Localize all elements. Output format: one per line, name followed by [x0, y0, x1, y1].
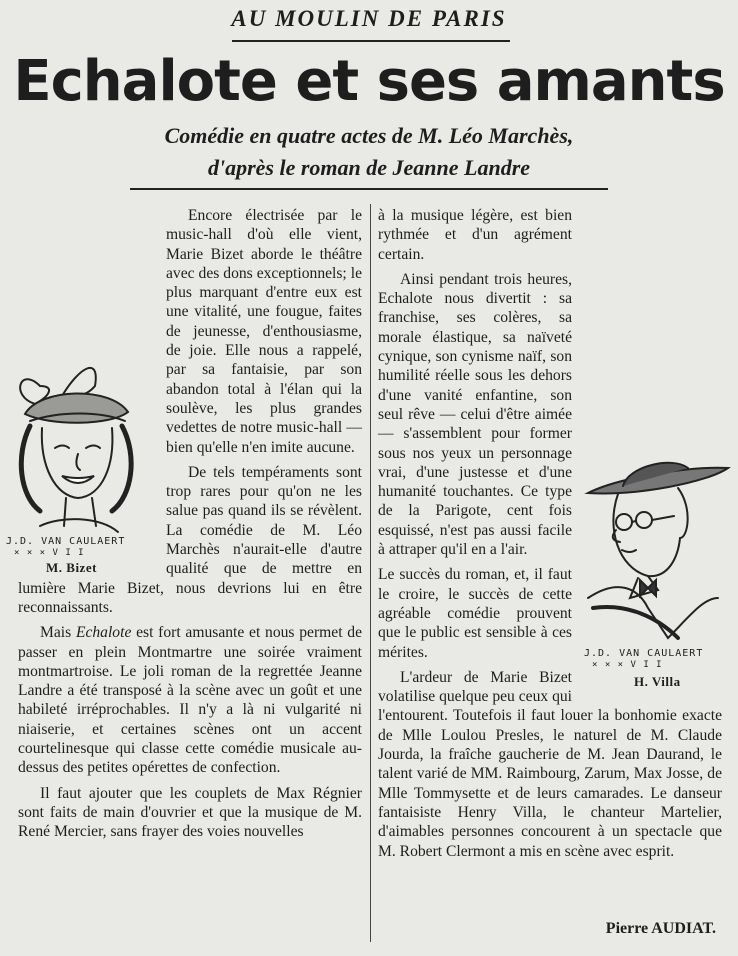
article-headline: Echalote et ses amants	[13, 49, 725, 114]
paragraph: Il faut ajouter que les couplets de Max Régnier sont faits de main d'ouvrier et que la musique de M. René Mercier, sans frayer des voies nouvelles	[18, 784, 362, 841]
subtitle-line-1: Comédie en quatre actes de M. Léo Marchès,	[164, 123, 574, 148]
theatre-kicker: AU MOULIN DE PARIS	[231, 6, 507, 31]
signature-date-left: × × × V I I	[14, 548, 85, 558]
paragraph: Le succès du roman, et, il faut le croire, le succès de cette agréable comédie prouvent que le public est sensible à ces mérites.	[378, 566, 572, 661]
signature-right: J.D. VAN CAULAERT	[584, 648, 704, 659]
article-column-2	[378, 206, 722, 867]
subtitle-line-2: d'après le roman de Jeanne Landre	[207, 155, 531, 180]
caption-villa: H. Villa	[634, 674, 681, 689]
portrait-villa-drawing	[578, 438, 738, 658]
paragraph: L'ardeur de Marie Bizet volatilise quelque peu ceux qui l'entourent. Toutefois il faut louer la bonhomie exacte de Mlle Loulou Presles, le naturel de M. Claude Jourda, la fraîche gaucherie de M. Jean Daurand, le talent varié de MM. Raimbourg, Zarum, Max Josse, de Mlle Tommysette et de leurs camarades. Le danseur fantaisiste Henry Villa, le chanteur Martelier, d'aimables personnes concourent à un spectacle que M. Robert Clermont a mis en scène avec esprit.	[378, 668, 722, 860]
article-subtitle	[0, 120, 738, 184]
paragraph: Encore électrisée par le music-hall d'où elle vient, Marie Bizet aborde le théâtre avec des dons exceptionnels; le plus marquant d'entre eux est une vitalité, une fougue, faites de jeunesse, d'enthousiasme, de joie. Elle nous a rappelé, par sa fantaisie, par son abandon total à l'élan qui la soulève, les plus grandes vedettes de notre music-hall — bien qu'elle n'en imite aucune.	[166, 207, 362, 456]
column-divider	[370, 204, 371, 942]
author-byline: Pierre AUDIAT.	[605, 920, 716, 937]
kicker-rule	[232, 40, 510, 42]
paragraph: Mais Echalote est fort amusante et nous permet de passer en plein Montmartre une soirée vraiment montmartroise. Le joli roman de la regrettée Jeanne Landre a été transposé à la scène avec un goût et une habileté irréprochables. Il n'y a là ni vulgarité ni niaiserie, et certaines scènes ont un accent courtelinesque qui classe cette comédie musicale au-dessus des petites opérettes de confection.	[18, 624, 362, 777]
signature-date-right: × × × V I I	[592, 660, 663, 670]
illustration-villa	[578, 438, 738, 694]
article-column-1	[6, 206, 362, 848]
paragraph: à la musique légère, est bien rythmée et d'un agrément certain.	[378, 207, 572, 263]
signature-left: J.D. VAN CAULAERT	[6, 536, 126, 547]
subtitle-rule	[130, 188, 608, 190]
illustration-bizet	[0, 326, 160, 575]
paragraph: Ainsi pendant trois heures, Echalote nous divertit : sa franchise, ses colères, sa morale élastique, sa naïveté cynique, son cynisme naïf, son humilité réelle sous les dehors d'une vanité enfantine, son seul rêve — celui d'être aimée — s'assemblent pour former sous nos yeux un personnage vrai, d'une justesse et d'une humanité touchantes. Ce type de la Parigote, cent fois esquissé, n'est pas aussi facile à attraper qu'il en a l'air.	[378, 270, 572, 559]
play-title-italic: Echalote	[75, 624, 132, 642]
paragraph: De tels tempéraments sont trop rares pour qu'on ne les salue pas quand ils se révèlent. La comédie de M. Léo Marchès n'aurait-elle d'autre qualité que de mettre en lumière Marie Bizet, nous devrions lui en être reconnaissants.	[18, 463, 362, 616]
portrait-bizet-drawing	[0, 326, 160, 556]
caption-bizet: M. Bizet	[46, 560, 97, 575]
